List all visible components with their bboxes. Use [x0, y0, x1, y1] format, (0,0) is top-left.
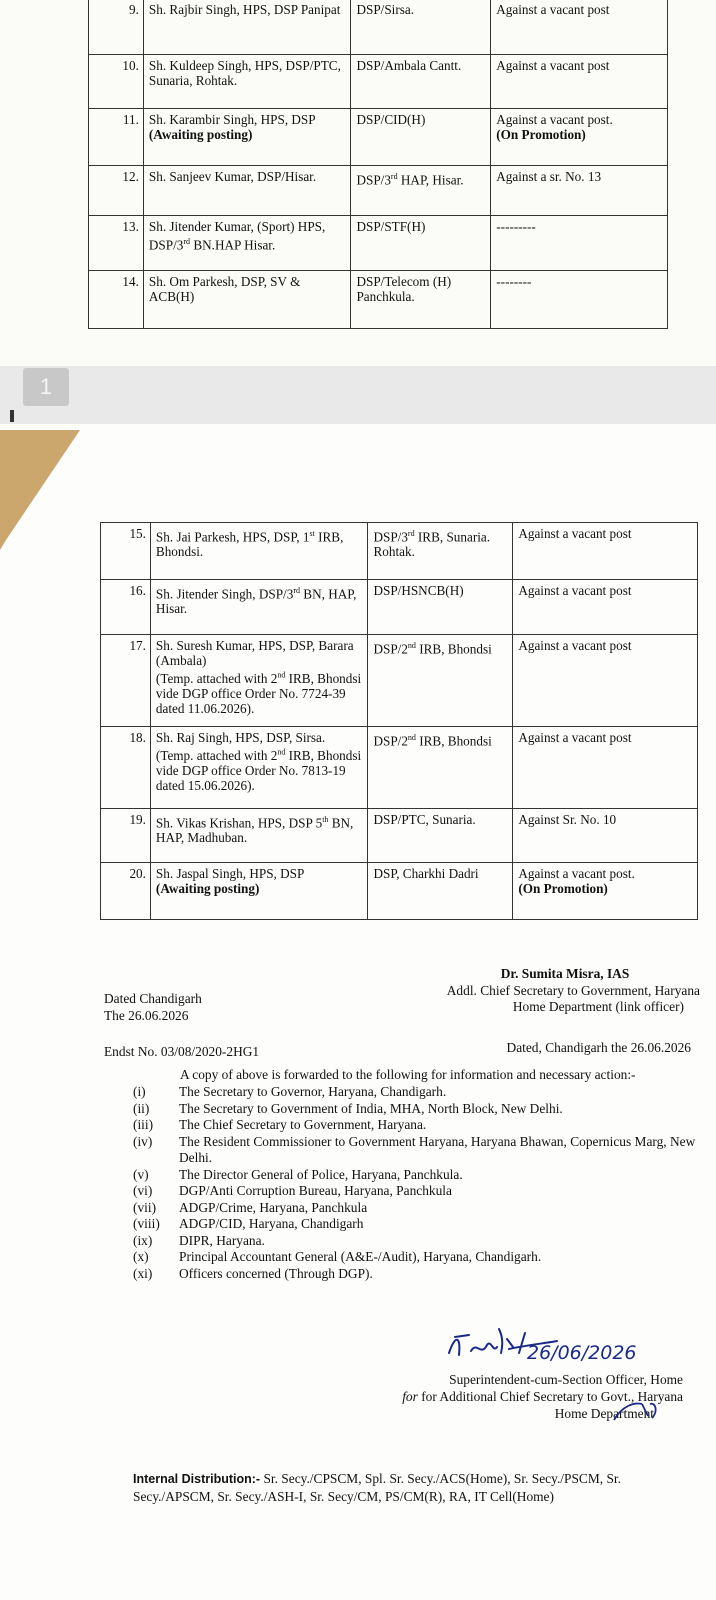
list-item	[133, 1183, 699, 1200]
remarks: Against a vacant post	[513, 727, 698, 809]
svg-text:26/06/2026: 26/06/2026	[527, 1342, 637, 1364]
new-posting: DSP/HSNCB(H)	[368, 580, 513, 635]
serial-number: 13.	[89, 216, 144, 271]
serial-number: 14.	[89, 271, 144, 329]
table-row	[101, 580, 698, 635]
new-posting: DSP/2nd IRB, Bhondsi	[368, 727, 513, 809]
officer-name: Sh. Kuldeep Singh, HPS, DSP/PTC, Sunaria, Rohtak.	[143, 55, 351, 109]
handwritten-signature	[447, 1323, 697, 1365]
list-item-text: ADGP/CID, Haryana, Chandigarh	[179, 1216, 364, 1231]
list-item-text: The Secretary to Governor, Haryana, Chandigarh.	[179, 1084, 447, 1099]
dated-date: The 26.06.2026	[104, 1008, 189, 1023]
officer-name: Sh. Rajbir Singh, HPS, DSP Panipat	[143, 0, 351, 55]
list-item-text: Officers concerned (Through DGP).	[179, 1265, 373, 1281]
new-posting: DSP/Ambala Cantt.	[351, 55, 491, 109]
list-item-number: (vi)	[133, 1183, 153, 1198]
signatory-department: Home Department (link officer)	[512, 999, 684, 1014]
page-fold-shadow	[0, 430, 80, 550]
new-posting: DSP, Charkhi Dadri	[368, 863, 513, 920]
new-posting: DSP/STF(H)	[351, 216, 491, 271]
remarks: --------	[491, 271, 668, 329]
copy-intro: A copy of above is forwarded to the following for information and necessary action:-	[180, 1067, 636, 1082]
internal-distribution	[133, 1470, 693, 1506]
signatory-designation: Addl. Chief Secretary to Government, Haryana	[446, 983, 700, 998]
serial-number: 17.	[101, 635, 151, 727]
officer-name: Sh. Sanjeev Kumar, DSP/Hisar.	[143, 166, 351, 216]
table-row	[101, 863, 698, 920]
list-item-number: (ix)	[133, 1232, 153, 1248]
officer-name: Sh. Jitender Kumar, (Sport) HPS, DSP/3rd BN.HAP Hisar.	[143, 216, 351, 271]
officer-name: Sh. Jaspal Singh, HPS, DSP (Awaiting posting)	[150, 863, 368, 920]
serial-number: 9.	[89, 0, 144, 55]
table-row	[89, 109, 668, 166]
list-item-number: (viii)	[133, 1216, 160, 1231]
remarks: Against a vacant post. (On Promotion)	[491, 109, 668, 166]
page-number-badge: 1	[23, 368, 69, 406]
initials-mark	[612, 1398, 660, 1424]
list-item	[133, 1200, 699, 1217]
table-row	[101, 809, 698, 863]
posting-table-bottom	[100, 522, 698, 920]
new-posting: DSP/PTC, Sunaria.	[368, 809, 513, 863]
list-item-number: (iii)	[133, 1117, 154, 1132]
posting-table-top	[88, 0, 668, 329]
new-posting: DSP/Telecom (H) Panchkula.	[351, 271, 491, 329]
endorsement-number: Endst No. 03/08/2020-2HG1	[104, 1044, 260, 1059]
dated-place: Dated Chandigarh	[104, 991, 202, 1006]
remarks: Against Sr. No. 10	[513, 809, 698, 863]
serial-number: 20.	[101, 863, 151, 920]
list-item	[133, 1233, 699, 1250]
officer-name: Sh. Jai Parkesh, HPS, DSP, 1st IRB, Bhondsi.	[150, 523, 368, 580]
list-item-text: Principal Accountant General (A&E-/Audit), Haryana, Chandigarh.	[179, 1249, 542, 1264]
serial-number: 16.	[101, 580, 151, 635]
remarks: ---------	[491, 216, 668, 271]
internal-distribution-label: Internal Distribution:-	[133, 1472, 261, 1486]
serial-number: 18.	[101, 727, 151, 809]
serial-number: 11.	[89, 109, 144, 166]
list-item	[133, 1249, 699, 1266]
remarks: Against a vacant post	[491, 0, 668, 55]
list-item	[133, 1101, 699, 1118]
list-item-text: The Secretary to Government of India, MHA, North Block, New Delhi.	[179, 1100, 563, 1116]
remarks: Against a sr. No. 13	[491, 166, 668, 216]
list-item-text: ADGP/Crime, Haryana, Panchkula	[179, 1199, 368, 1215]
list-item-text: DGP/Anti Corruption Bureau, Haryana, Panchkula	[179, 1183, 452, 1198]
table-row	[89, 55, 668, 109]
list-item	[133, 1167, 699, 1184]
table-row	[101, 523, 698, 580]
serial-number: 15.	[101, 523, 151, 580]
copy-list	[133, 1084, 699, 1282]
remarks: Against a vacant post	[513, 523, 698, 580]
officer-name: Sh. Om Parkesh, DSP, SV & ACB(H)	[143, 271, 351, 329]
officer-department: Home Department	[554, 1406, 654, 1421]
page-gap	[0, 366, 716, 424]
officer-designation: Superintendent-cum-Section Officer, Home	[449, 1372, 683, 1387]
remarks: Against a vacant post	[513, 635, 698, 727]
table-row	[89, 0, 668, 55]
endorsement-date: Dated, Chandigarh the 26.06.2026	[506, 1040, 691, 1055]
officer-name: Sh. Karambir Singh, HPS, DSP (Awaiting posting)	[143, 109, 351, 166]
table-row	[89, 166, 668, 216]
list-item-number: (vii)	[133, 1199, 157, 1215]
list-item-number: (i)	[133, 1084, 146, 1099]
list-item	[133, 1134, 699, 1167]
table-row	[101, 727, 698, 809]
officer-for-line: for for Additional Chief Secretary to Govt., Haryana	[402, 1389, 683, 1404]
serial-number: 12.	[89, 166, 144, 216]
officer-name: Sh. Jitender Singh, DSP/3rd BN, HAP, Hisar.	[150, 580, 368, 635]
list-item	[133, 1084, 699, 1101]
new-posting: DSP/Sirsa.	[351, 0, 491, 55]
remarks: Against a vacant post. (On Promotion)	[513, 863, 698, 920]
signatory-name: Dr. Sumita Misra, IAS	[500, 966, 630, 981]
table-row	[89, 271, 668, 329]
list-item-text: DIPR, Haryana.	[179, 1232, 265, 1248]
new-posting: DSP/3rd HAP, Hisar.	[351, 166, 491, 216]
list-item-number: (v)	[133, 1166, 149, 1182]
officer-name: Sh. Suresh Kumar, HPS, DSP, Barara (Ambala) (Temp. attached with 2nd IRB, Bhondsi vide DGP office Order No. 7724-39 dated 11.06.2026).	[150, 635, 368, 727]
new-posting: DSP/2nd IRB, Bhondsi	[368, 635, 513, 727]
list-item-text: The Chief Secretary to Government, Haryana.	[179, 1117, 427, 1132]
list-item-number: (xi)	[133, 1265, 153, 1281]
officer-name: Sh. Raj Singh, HPS, DSP, Sirsa. (Temp. attached with 2nd IRB, Bhondsi vide DGP office Order No. 7813-19 dated 15.06.2026).	[150, 727, 368, 809]
serial-number: 19.	[101, 809, 151, 863]
list-item-number: (ii)	[133, 1100, 150, 1116]
table-row	[89, 216, 668, 271]
list-item-number: (x)	[133, 1249, 149, 1264]
list-item-text: The Resident Commissioner to Government Haryana, Haryana Bhawan, Copernicus Marg, New Delhi.	[179, 1133, 696, 1165]
remarks: Against a vacant post	[491, 55, 668, 109]
list-item	[133, 1266, 699, 1283]
new-posting: DSP/3rd IRB, Sunaria. Rohtak.	[368, 523, 513, 580]
list-item	[133, 1216, 699, 1233]
table-row	[101, 635, 698, 727]
scroll-marker	[10, 410, 14, 422]
list-item-number: (iv)	[133, 1133, 153, 1149]
list-item	[133, 1117, 699, 1134]
list-item-text: The Director General of Police, Haryana, Panchkula.	[179, 1166, 463, 1182]
remarks: Against a vacant post	[513, 580, 698, 635]
serial-number: 10.	[89, 55, 144, 109]
new-posting: DSP/CID(H)	[351, 109, 491, 166]
internal-distribution-text: Sr. Secy./CPSCM, Spl. Sr. Secy./ACS(Home), Sr. Secy./PSCM, Sr. Secy./APSCM, Sr. Secy./ASH-I, Sr. Secy/CM, PS/CM(R), RA, IT Cell(Home)	[133, 1471, 621, 1504]
officer-name: Sh. Vikas Krishan, HPS, DSP 5th BN, HAP, Madhuban.	[150, 809, 368, 863]
